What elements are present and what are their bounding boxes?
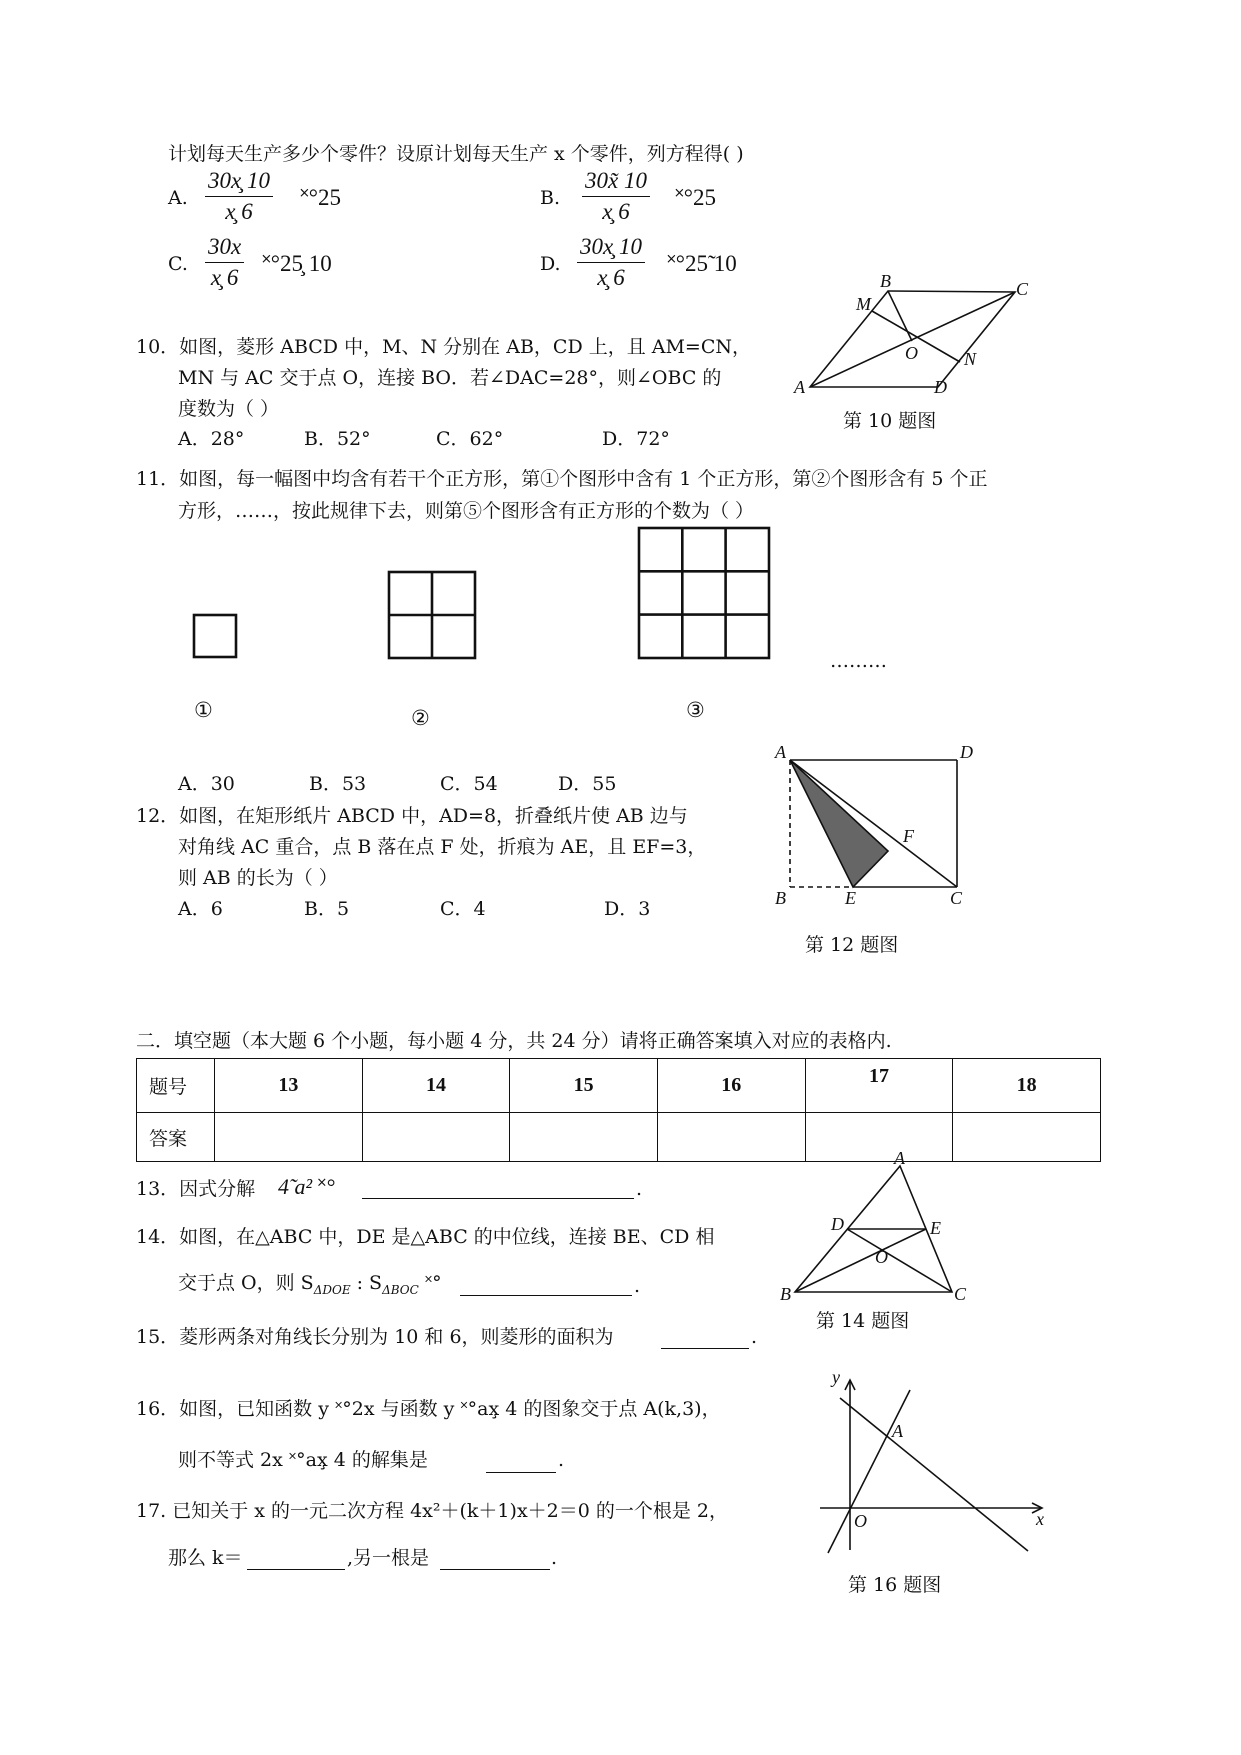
q11-figure-3 [638,527,770,659]
q14-label-b: B [780,1284,791,1304]
q17-blank-root[interactable] [440,1551,550,1570]
q14-label-a: A [894,1148,905,1168]
q11-figure-1 [193,614,237,658]
q10-label-n: N [964,349,977,369]
q12-option-d: D．3 [604,898,651,920]
q10-caption: 第 10 题图 [843,410,937,432]
q14-label-e: E [930,1218,941,1238]
q12-option-b: B．5 [304,898,350,920]
q9-option-a-fraction: $\frac{30x̧ 10}{x̧ 6}$ [205,168,273,225]
q9-option-c-rhs: ˟°25̧ 10 [262,251,332,276]
q9-stem: 计划每天生产多少个零件？设原计划每天生产 x 个零件，列方程得( ) [168,143,744,165]
q10-label-d: D [934,377,947,397]
q16-label-o: O [854,1511,867,1531]
q12-rectangle-figure [775,740,985,910]
q16-blank[interactable] [486,1454,556,1473]
answer-cell-14[interactable] [362,1113,510,1162]
q9-option-b-rhs: ˟°25 [675,185,716,210]
answer-table-col-16: 16 [657,1059,805,1113]
q17-line2-mid: ,另一根是 [347,1547,430,1569]
q10-line3: 度数为（ ） [178,398,280,420]
q16-label-x: x [1036,1509,1044,1529]
q14-line1: 14．如图，在△ABC 中，DE 是△ABC 的中位线，连接 BE、CD 相 [136,1226,715,1248]
q17-end: . [551,1547,558,1569]
q9-option-d-label: D. [540,253,561,275]
q15-blank[interactable] [661,1330,749,1349]
q11-label-1: ① [194,698,213,722]
answer-table-col-15: 15 [510,1059,658,1113]
q16-label-y: y [832,1367,840,1387]
q11-option-b: B．53 [309,773,367,795]
q11-label-2: ② [411,706,430,730]
q9-option-b-label: B. [540,187,561,209]
section2-heading: 二．填空题（本大题 6 个小题，每小题 4 分，共 24 分）请将正确答案填入对应的表格内. [136,1030,892,1052]
answer-table-row-answers [137,1113,1101,1162]
q9-option-c-label: C. [168,253,188,275]
answer-cell-16[interactable] [657,1113,805,1162]
q10-option-b: B．52° [304,428,371,450]
q11-option-c: C．54 [440,773,498,795]
q9-option-a-label: A. [168,187,188,209]
q11-label-3: ③ [686,698,705,722]
answer-table-head-number: 题号 [137,1059,215,1113]
q12-caption: 第 12 题图 [805,934,899,956]
q11-option-a: A．30 [178,773,235,795]
answer-cell-15[interactable] [510,1113,658,1162]
q12-label-b: B [775,888,786,908]
q13-expression: 4̃ a² ˟° [278,1174,335,1199]
answer-table-head-answer: 答案 [137,1113,215,1162]
q13-end: . [636,1178,643,1200]
q9-option-d-fraction: $\frac{30x̧ 10}{x̧ 6}$ [577,234,645,291]
q12-label-f: F [903,826,914,846]
q10-option-d: D．72° [602,428,670,450]
q16-line2-prefix: 则不等式 2x ˟°ax̧ 4 的解集是 [178,1449,428,1471]
answer-table-col-17: 17 [805,1059,953,1113]
q11-ellipsis: ……… [830,650,887,672]
q16-graph-figure [818,1367,1058,1565]
q17-line1: 17. 已知关于 x 的一元二次方程 4x²＋(k＋1)x＋2＝0 的一个根是 2， [136,1500,728,1522]
q9-option-c-fraction: $\frac{30x}{x̧ 6}$ [205,234,244,291]
q10-label-m: M [856,294,871,314]
q10-option-c: C．62° [436,428,504,450]
q16-end: . [558,1449,565,1471]
q16-caption: 第 16 题图 [848,1574,942,1596]
q14-label-c: C [954,1284,967,1304]
q12-label-c: C [950,888,963,908]
q12-option-a: A．6 [178,898,223,920]
q13-prefix: 13．因式分解 [136,1178,256,1200]
answer-table [136,1058,1101,1162]
q16-label-a: A [892,1421,903,1441]
answer-cell-13[interactable] [215,1113,363,1162]
q12-label-e: E [845,888,856,908]
q14-blank[interactable] [460,1277,632,1296]
q10-label-o: O [905,343,918,363]
q10-label-a: A [794,377,805,397]
q15-text: 15．菱形两条对角线长分别为 10 和 6，则菱形的面积为 [136,1326,614,1348]
q9-option-a-rhs: ˟°25 [300,185,341,210]
answer-table-col-18: 18 [953,1059,1101,1113]
q11-line1: 11．如图，每一幅图中均含有若干个正方形，第①个图形中含有 1 个正方形，第②个图形含有 5 个正 [136,468,988,490]
q14-caption: 第 14 题图 [816,1310,910,1332]
q14-line2: 交于点 O，则 $S_{\Delta DOE}$ : $S_{\Delta BOC}$ ˟° [178,1272,442,1297]
q12-label-d: D [960,742,973,762]
q10-line1: 10．如图，菱形 ABCD 中，M、N 分别在 AB，CD 上，且 AM=CN， [136,336,752,358]
q14-label-d: D [831,1214,844,1234]
q14-label-o: O [875,1247,888,1267]
q12-option-c: C．4 [440,898,486,920]
q12-line3: 则 AB 的长为（ ） [178,867,338,889]
q12-label-a: A [775,742,786,762]
q9-option-d-rhs: ˟°25̃ 10 [667,251,737,276]
q11-line2: 方形，……，按此规律下去，则第⑤个图形含有正方形的个数为（ ） [178,500,755,522]
q12-line1: 12．如图，在矩形纸片 ABCD 中，AD=8，折叠纸片使 AB 边与 [136,805,688,827]
q15-end: . [751,1326,758,1348]
q13-blank[interactable] [362,1180,634,1199]
q14-triangle-figure [780,1148,970,1304]
q12-line2: 对角线 AC 重合，点 B 落在点 F 处，折痕为 AE，且 EF=3， [178,836,707,858]
q11-figure-2 [388,571,476,659]
q10-option-a: A．28° [178,428,245,450]
q10-label-b: B [880,271,891,291]
q17-blank-k[interactable] [247,1551,345,1570]
q10-rhombus-figure [790,265,1050,400]
q14-end: . [634,1275,641,1297]
q10-line2: MN 与 AC 交于点 O，连接 BO．若∠DAC=28°，则∠OBC 的 [178,367,722,389]
answer-cell-18[interactable] [953,1113,1101,1162]
answer-table-row-numbers [137,1059,1101,1113]
answer-table-col-14: 14 [362,1059,510,1113]
q10-label-c: C [1016,279,1029,299]
answer-cell-17[interactable] [805,1113,953,1162]
q16-line1: 16．如图，已知函数 y ˟°2x 与函数 y ˟°ax̧ 4 的图象交于点 A(k,3)， [136,1398,721,1420]
answer-table-col-13: 13 [215,1059,363,1113]
q9-option-b-fraction: $\frac{30x̃ 10}{x̧ 6}$ [582,168,650,225]
q11-option-d: D．55 [558,773,617,795]
q17-line2-prefix: 那么 k＝ [168,1547,243,1569]
